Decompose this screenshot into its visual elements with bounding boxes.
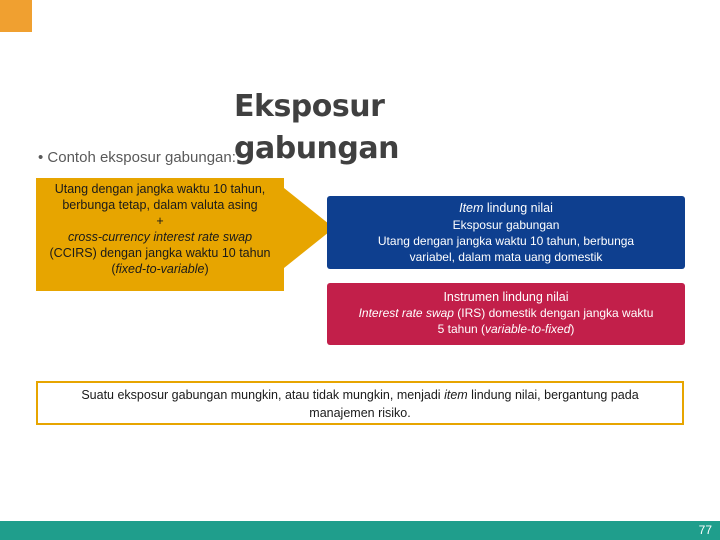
- hedging-instrument-sub-italic: Interest rate swap: [358, 306, 454, 320]
- hedged-item-result-sub-1: Eksposur gabungan: [452, 218, 560, 232]
- note-line-2: manajemen risiko.: [309, 406, 411, 420]
- hedged-item-result-box: [327, 196, 685, 269]
- hedging-instrument-box: [327, 283, 685, 345]
- page-number: 77: [698, 523, 712, 537]
- hedging-instrument-sub-1: (IRS) domestik dengan jangka waktu: [453, 306, 654, 320]
- hedged-item-result-head: lindung nilai: [483, 201, 553, 215]
- bullet-text: • Contoh eksposur gabungan:: [38, 149, 236, 166]
- hedging-instrument-sub-2a: 5 tahun (: [437, 322, 485, 336]
- hedged-item-line-5a: (CCIRS: [49, 246, 93, 260]
- note-part-1: Suatu eksposur gabungan mungkin, atau tidak mungkin, menjadi: [81, 388, 445, 402]
- hedged-item-line-2: berbunga tetap, dalam valuta asing: [62, 198, 258, 212]
- hedged-item-line-1: Utang dengan jangka waktu 10 tahun,: [54, 182, 266, 196]
- hedging-instrument-sub-2c: ): [570, 322, 575, 336]
- hedged-item-result-sub-2: Utang dengan jangka waktu 10 tahun, berbunga: [377, 234, 635, 248]
- hedged-item-result-sub-3: variabel, dalam mata uang domestik: [409, 250, 603, 264]
- hedged-item-line-6a: (: [111, 262, 116, 276]
- hedged-item-line-3: +: [156, 214, 164, 228]
- hedged-item-line-6b: fixed-to-variable: [115, 262, 205, 276]
- note-part-2: lindung nilai, bergantung pada: [467, 388, 639, 402]
- hedged-item-line-6c: ): [204, 262, 209, 276]
- hedged-item-line-4: cross-currency interest rate swap: [67, 230, 253, 244]
- hedged-item-line-5b: ) dengan jangka waktu 10 tahun: [92, 246, 271, 260]
- footer-bar: [0, 521, 720, 540]
- hedging-instrument-head: Instrumen lindung nilai: [443, 290, 569, 304]
- note-box: [36, 381, 684, 425]
- page-title: Eksposur gabungan: [234, 89, 399, 166]
- hedging-instrument-sub-2b: variable-to-fixed: [485, 322, 571, 336]
- corner-accent: [0, 0, 32, 32]
- note-italic: item: [444, 388, 468, 402]
- hedged-item-result-head-italic: Item: [459, 201, 484, 215]
- hedged-item-box: [36, 178, 284, 291]
